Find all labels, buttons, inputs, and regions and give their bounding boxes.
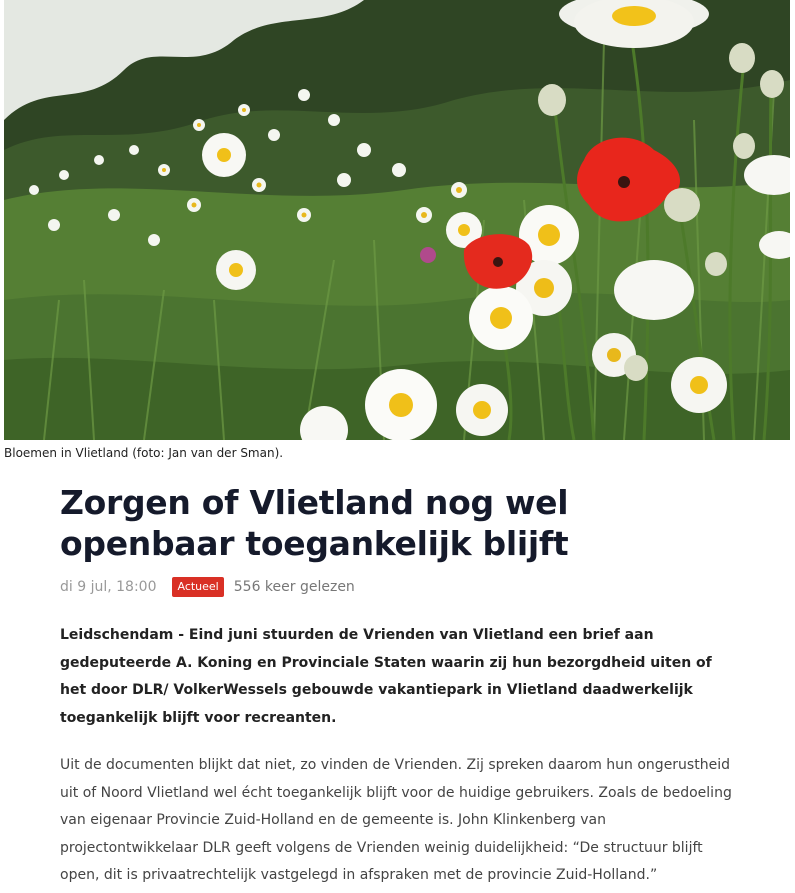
category-badge[interactable]: Actueel: [172, 577, 223, 597]
flower-field-photo: [4, 0, 790, 440]
article-date: di 9 jul, 18:00: [60, 579, 157, 595]
article-meta: [60, 576, 355, 598]
article-lead: Leidschendam - Eind juni stuurden de Vrienden van Vlietland een brief aan gedeputeerde A. Koning en Provinciale Staten waarin zij hun bezorgdheid uiten of het door DLR/ VolkerWessels gebouwde vakantiepark in Vlietland daadwerkelijk toegankelijk blijft voor recreanten.: [60, 627, 712, 726]
hero-image: [4, 0, 790, 440]
article-body: Uit de documenten blijkt dat niet, zo vinden de Vrienden. Zij spreken daarom hun ongerustheid uit of Noord Vlietland wel écht toegankelijk blijft voor de huidige gebruikers. Zoals de bedoeling van eigenaar Provincie Zuid-Holland en de gemeente is. John Klinkenberg van projectontwikkelaar DLR geeft volgens de Vrienden weinig duidelijkheid: “De structuur blijft open, dit is privaatrechtelijk vastgelegd in afspraken met de provincie Zuid-Holland.”: [60, 757, 732, 883]
read-count: 556 keer gelezen: [233, 579, 355, 595]
article-title: Zorgen of Vlietland nog wel openbaar toegankelijk blijft: [60, 483, 569, 563]
image-caption: Bloemen in Vlietland (foto: Jan van der Sman).: [4, 446, 284, 460]
